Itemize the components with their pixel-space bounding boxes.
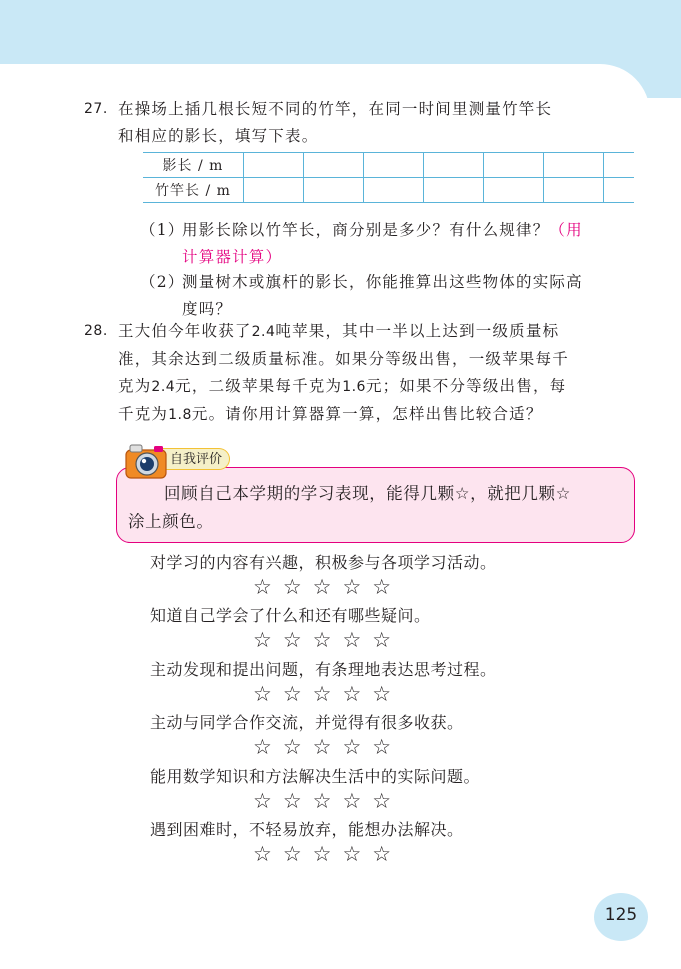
criterion-text: 知道自己学会了什么和还有哪些疑问。 bbox=[150, 606, 431, 626]
list-item bbox=[150, 552, 630, 605]
sub-question-line: 用影长除以竹竿长，商分别是多少？有什么规律？ bbox=[182, 221, 550, 239]
star-rating[interactable]: ☆☆☆☆☆ bbox=[253, 681, 403, 706]
problem-text-line: 准，其余达到二级质量标准。如果分等级出售，一级苹果每千 bbox=[118, 350, 569, 368]
table-cell[interactable] bbox=[604, 178, 634, 203]
table-cell[interactable] bbox=[304, 178, 364, 203]
criterion-text: 主动发现和提出问题，有条理地表达思考过程。 bbox=[150, 659, 497, 679]
list-item bbox=[150, 605, 630, 658]
instruction-line: 回顾自己本学期的学习表现，能得几颗☆，就把几颗☆ bbox=[164, 484, 571, 503]
table-cell[interactable] bbox=[244, 178, 304, 203]
table-cell[interactable] bbox=[424, 178, 484, 203]
problem-text-line: 在操场上插几根长短不同的竹竿，在同一时间里测量竹竿长 bbox=[118, 100, 553, 118]
table-cell[interactable] bbox=[364, 153, 424, 178]
star-rating[interactable]: ☆☆☆☆☆ bbox=[253, 841, 403, 866]
list-item bbox=[150, 712, 630, 765]
sub-question-text bbox=[140, 217, 635, 271]
problem-28 bbox=[84, 318, 643, 429]
list-item bbox=[150, 766, 630, 819]
star-rating[interactable]: ☆☆☆☆☆ bbox=[253, 735, 403, 760]
table-cell[interactable] bbox=[424, 153, 484, 178]
instruction-line: 涂上颜色。 bbox=[128, 512, 214, 531]
problem-text-line: 千克为1.8元。请你用计算器算一算，怎样出售比较合适？ bbox=[118, 405, 543, 423]
sub-question-2 bbox=[140, 269, 635, 323]
problem-text-line: 王大伯今年收获了2.4吨苹果，其中一半以上达到一级质量标 bbox=[118, 322, 560, 340]
self-eval-tag: 自我评价 bbox=[160, 448, 230, 470]
problem-number: 28. bbox=[84, 323, 108, 339]
hint-text: 计算器计算） bbox=[182, 248, 283, 266]
problem-text-line: 克为2.4元，二级苹果每千克为1.6元；如果不分等级出售，每 bbox=[118, 377, 567, 395]
row-label: 竹竿长 / m bbox=[143, 178, 244, 203]
sub-question-number: （1） bbox=[140, 221, 185, 239]
table-row bbox=[143, 153, 634, 178]
problem-text-line: 和相应的影长，填写下表。 bbox=[118, 127, 319, 145]
sub-question-number: （2） bbox=[140, 273, 185, 291]
self-eval-list bbox=[150, 552, 630, 872]
table-cell[interactable] bbox=[484, 153, 544, 178]
list-item bbox=[150, 659, 630, 712]
camera-icon bbox=[124, 442, 170, 480]
page-number: 125 bbox=[604, 905, 638, 925]
criterion-text: 遇到困难时，不轻易放弃，能想办法解决。 bbox=[150, 819, 464, 839]
table-cell[interactable] bbox=[544, 178, 604, 203]
list-item bbox=[150, 819, 630, 872]
table-cell[interactable] bbox=[544, 153, 604, 178]
table-cell[interactable] bbox=[244, 153, 304, 178]
problem-number: 27. bbox=[84, 101, 108, 117]
sub-question-line: 度吗？ bbox=[182, 300, 233, 318]
table-row bbox=[143, 178, 634, 203]
sub-question-text bbox=[140, 269, 635, 323]
measurement-table bbox=[143, 152, 634, 203]
criterion-text: 对学习的内容有兴趣，积极参与各项学习活动。 bbox=[150, 553, 497, 572]
star-rating[interactable]: ☆☆☆☆☆ bbox=[253, 575, 403, 599]
sub-question-1 bbox=[140, 217, 635, 271]
criterion-text: 能用数学知识和方法解决生活中的实际问题。 bbox=[150, 766, 481, 786]
hint-text: （用 bbox=[549, 221, 583, 239]
self-eval-instructions bbox=[128, 480, 633, 536]
table-cell[interactable] bbox=[604, 153, 634, 178]
star-rating[interactable]: ☆☆☆☆☆ bbox=[253, 628, 403, 653]
table-cell[interactable] bbox=[304, 153, 364, 178]
row-label: 影长 / m bbox=[143, 153, 244, 178]
table-cell[interactable] bbox=[364, 178, 424, 203]
table-cell[interactable] bbox=[484, 178, 544, 203]
problem-27 bbox=[84, 96, 643, 150]
sub-question-line: 测量树木或旗杆的影长，你能推算出这些物体的实际高 bbox=[182, 273, 583, 291]
criterion-text: 主动与同学合作交流，并觉得有很多收获。 bbox=[150, 713, 464, 733]
star-rating[interactable]: ☆☆☆☆☆ bbox=[253, 788, 403, 813]
